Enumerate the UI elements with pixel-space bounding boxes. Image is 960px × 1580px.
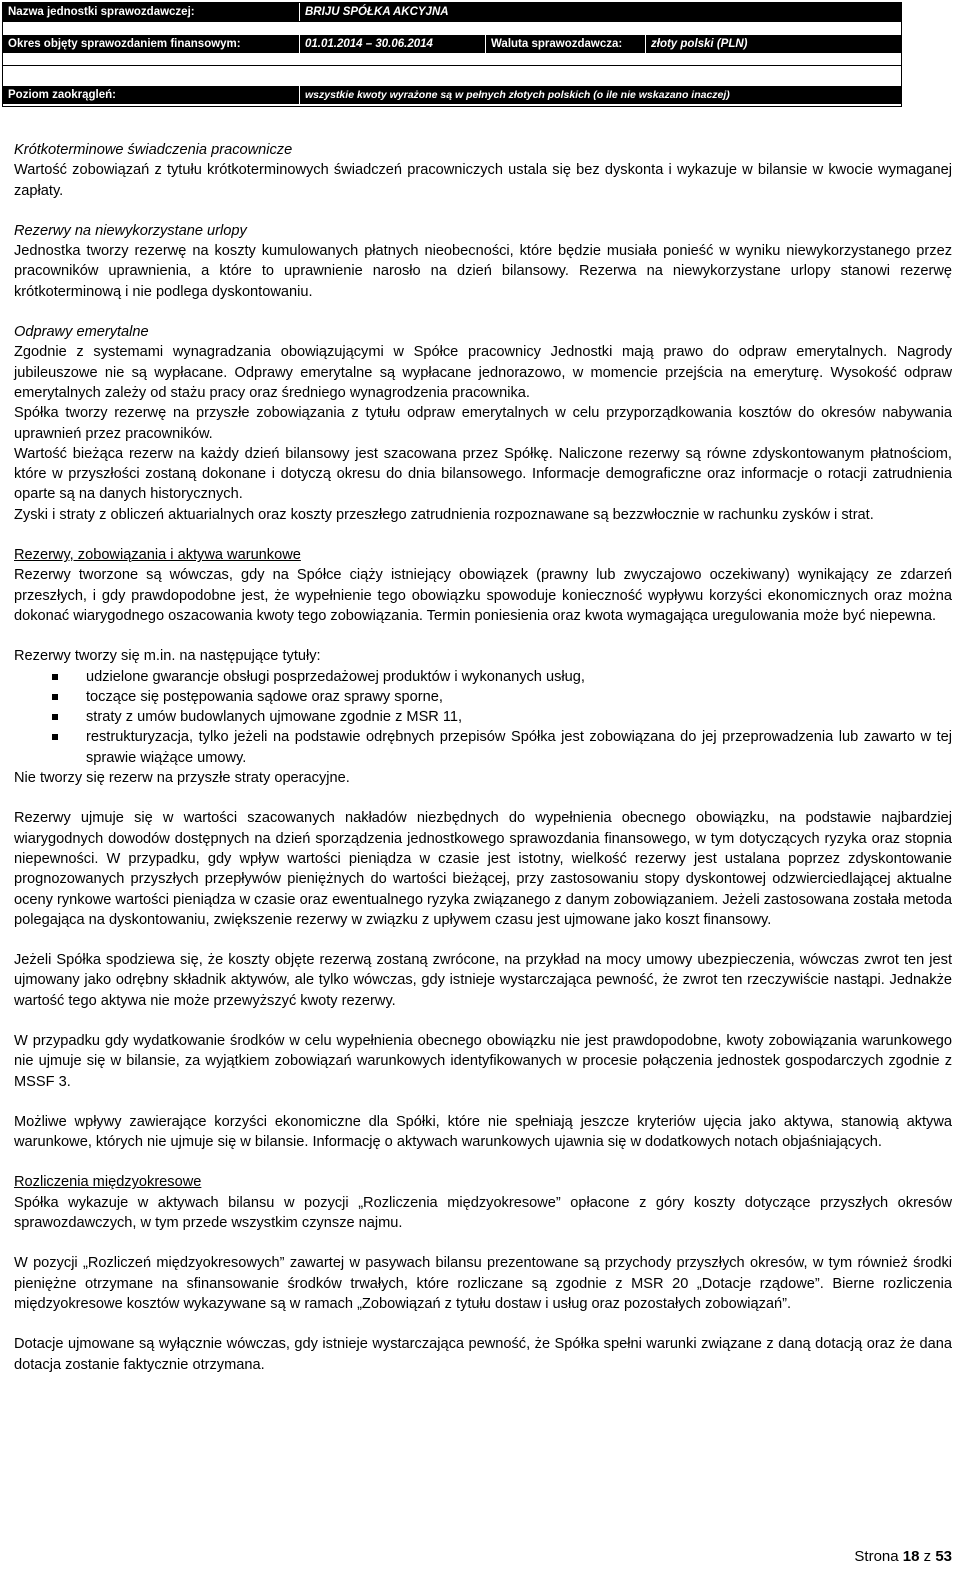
- paragraph: Zgodnie z systemami wynagradzania obowiązującymi w Spółce pracownicy Jednostki mają prawo do odpraw emerytalnych. Nagrody jubileuszowe nie są wypłacane. Odprawy emerytalne są wypłacane jednorazowo, w momencie przejścia na emeryturę. Wysokość odpraw emerytalnych zależy od stażu pracy oraz średniego wynagrodzenia pracownika.: [14, 344, 952, 401]
- provisions-list: [14, 667, 952, 768]
- rounding-value: wszystkie kwoty wyrażone są w pełnych złotych polskich (o ile nie wskazano inaczej): [299, 86, 901, 104]
- page-number: [854, 1548, 952, 1565]
- section-title-provisions: Rezerwy, zobowiązania i aktywa warunkowe: [14, 547, 301, 564]
- total-pages: 53: [935, 1548, 952, 1565]
- header-row-period: [2, 22, 902, 66]
- report-header: [2, 2, 902, 107]
- page-word: Strona: [854, 1548, 899, 1565]
- paragraph: Rezerwy tworzone są wówczas, gdy na Spółce ciąży istniejący obowiązek (prawny lub zwyczajowo oczekiwany) wynikający ze zdarzeń przeszłych, i gdy prawdopodobne jest, że wypełnienie tego obowiązku spowoduje konieczność wypływu korzyści ekonomicznych oraz można dokonać wiarygodnego oszacowania kwoty tego zobowiązania. Termin poniesienia oraz kwota wymagająca uregulowania może być niepewna.: [14, 567, 952, 624]
- paragraph: Możliwe wpływy zawierające korzyści ekonomiczne dla Spółki, które nie spełniają jeszcze kryteriów ujęcia jako aktywa, stanowią aktywa warunkowe, których nie ujmuje się w bilansie. Informację o aktywach warunkowych ujawnia się w dodatkowych notach objaśniających.: [14, 1113, 952, 1151]
- paragraph: Rezerwy ujmuje się w wartości szacowanych nakładów niezbędnych do wypełnienia obecnego obowiązku, na podstawie najbardziej wiarygodnych dowodów dostępnych na dzień sporządzenia jednostkowego sprawozdania finansowego, w tym dotyczących ryzyka oraz stopnia niepewności. W przypadku, gdy wpływ wartości pieniądza w czasie jest istotny, wielkość rezerwy jest ustalana poprzez zdyskontowanie prognozowanych przyszłych przepływów pieniężnych do wartości bieżącej, przy zastosowaniu stopy dyskontowej odzwierciedlającej aktualne oceny rynkowe wartości pieniądza w czasie oraz ewentualnego ryzyka związanego z danym zobowiązaniem. Jeżeli zastosowana została metoda polegająca na dyskontowaniu, zwiększenie rezerwy w związku z upływem czasu jest ujmowane jako koszt finansowy.: [14, 810, 952, 928]
- header-row-unit: [2, 2, 902, 22]
- section-title-vacation-reserves: Rezerwy na niewykorzystane urlopy: [14, 222, 247, 239]
- paragraph: Spółka tworzy rezerwę na przyszłe zobowiązania z tytułu odpraw emerytalnych w celu przyporządkowania kosztów do okresów nabywania uprawnień przez pracowników.: [14, 405, 952, 442]
- list-item: straty z umów budowlanych ujmowane zgodnie z MSR 11,: [14, 707, 952, 727]
- paragraph: W pozycji „Rozliczeń międzyokresowych” zawartej w pasywach bilansu prezentowane są przychody przyszłych okresów, w tym również środki pieniężne otrzymane na sfinansowanie środków trwałych, które rozliczane są zgodnie z MSR 20 „Dotacje rządowe”. Bierne rozliczenia międzyokresowe kosztów wykazywane są w ramach „Zobowiązań z tytułu dostaw i usług oraz pozostałych zobowiązań”.: [14, 1255, 952, 1312]
- paragraph: Zyski i straty z obliczeń aktuarialnych oraz koszty przeszłego zatrudnienia rozpoznawane są bezzwłocznie w rachunku zysków i strat.: [14, 506, 874, 523]
- unit-value: BRIJU SPÓŁKA AKCYJNA: [299, 3, 901, 21]
- paragraph: Dotacje ujmowane są wyłącznie wówczas, gdy istnieje wystarczająca pewność, że Spółka spełni warunki związane z daną dotacją oraz że dana dotacja zostanie faktycznie otrzymana.: [14, 1336, 952, 1373]
- paragraph: Wartość zobowiązań z tytułu krótkoterminowych świadczeń pracowniczych ustala się bez dyskonta i wykazuje w bilansie w kwocie wymaganej zapłaty.: [14, 162, 952, 199]
- list-item: udzielone gwarancje obsługi posprzedażowej produktów i wykonanych usług,: [14, 667, 952, 687]
- list-item: restrukturyzacja, tylko jeżeli na podstawie odrębnych przepisów Spółka jest zobowiązana do jej przeprowadzenia lub zawarto w tej sprawie wiążące umowy.: [14, 727, 952, 768]
- header-row-rounding: [2, 66, 902, 107]
- section-title-retirement: Odprawy emerytalne: [14, 324, 149, 341]
- paragraph: Spółka wykazuje w aktywach bilansu w pozycji „Rozliczenia międzyokresowe” opłacone z góry koszty dotyczące przyszłych okresów sprawozdawczych, w tym przede wszystkim czynsze najmu.: [14, 1194, 952, 1232]
- period-label: Okres objęty sprawozdaniem finansowym:: [3, 35, 299, 53]
- paragraph: Wartość bieżąca rezerw na każdy dzień bilansowy jest szacowana przez Spółkę. Naliczone rezerwy są równe zdyskontowanym płatnościom, które w przyszłości zostaną dokonane i dotyczą okresu do dnia bilansowego. Informacje demograficzne oraz informacje o rotacji zatrudnienia oparte są na danych historycznych.: [14, 445, 952, 503]
- rounding-label: Poziom zaokrągleń:: [3, 86, 299, 104]
- list-intro: Rezerwy tworzy się m.in. na następujące tytuły:: [14, 648, 321, 665]
- of-word: z: [923, 1548, 932, 1565]
- paragraph: W przypadku gdy wydatkowanie środków w celu wypełnienia obecnego obowiązku nie jest prawdopodobne, kwoty zobowiązania warunkowego nie ujmuje się w bilansie, za wyjątkiem zobowiązań warunkowych identyfikowanych w procesie połączenia jednostek gospodarczych zgodnie z MSSF 3.: [14, 1032, 952, 1090]
- unit-label: Nazwa jednostki sprawozdawczej:: [3, 3, 299, 21]
- section-title-short-term-benefits: Krótkoterminowe świadczenia pracownicze: [14, 142, 293, 158]
- list-item: toczące się postępowania sądowe oraz sprawy sporne,: [14, 687, 952, 707]
- paragraph: Jednostka tworzy rezerwę na koszty kumulowanych płatnych nieobecności, które będzie musiała ponieść w wyniku niewykorzystanego przez pracowników uprawnienia, a które to uprawnienie narosło na dzień bilansowy. Rezerwa na niewykorzystane urlopy stanowi rezerwę krótkoterminową i nie podlega dyskontowaniu.: [14, 243, 952, 300]
- paragraph: Jeżeli Spółka spodziewa się, że koszty objęte rezerwą zostaną zwrócone, na przykład na mocy umowy ubezpieczenia, wówczas zwrot ten jest ujmowany jako odrębny składnik aktywów, ale tylko wówczas, gdy istnieje wystarczająca pewność, że zwrot ten rzeczywiście nastąpi. Jednakże wartość tego aktywa nie może przewyższyć kwoty rezerwy.: [14, 952, 952, 1009]
- currency-value: złoty polski (PLN): [645, 35, 901, 53]
- period-value: 01.01.2014 – 30.06.2014: [299, 35, 485, 53]
- currency-label: Waluta sprawozdawcza:: [485, 35, 645, 53]
- list-outro: Nie tworzy się rezerw na przyszłe straty operacyjne.: [14, 770, 350, 787]
- section-title-accruals: Rozliczenia międzyokresowe: [14, 1174, 202, 1191]
- document-body: [14, 140, 952, 1375]
- current-page: 18: [902, 1548, 920, 1565]
